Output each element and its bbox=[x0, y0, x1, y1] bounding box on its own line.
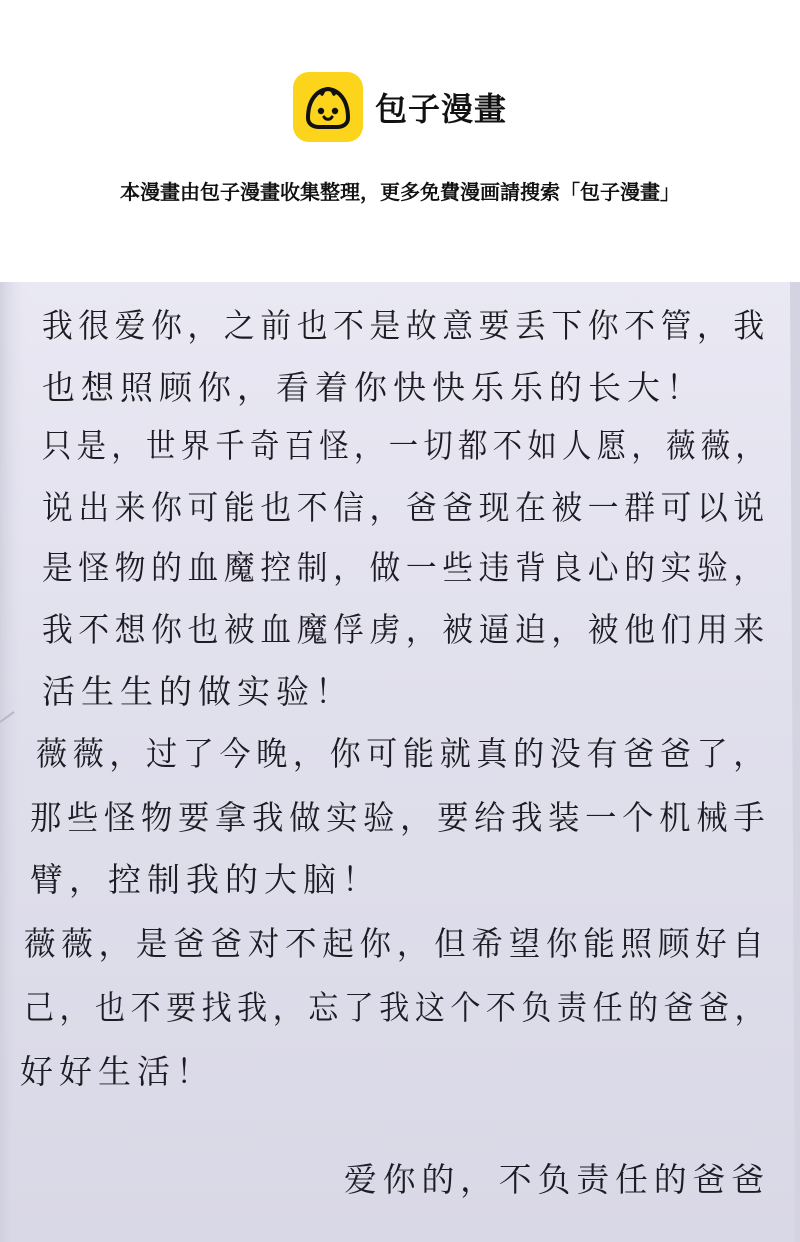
letter-line-11: 薇薇，是爸爸对不起你，但希望你能照顾好自 bbox=[24, 924, 770, 963]
letter-line-7: 活生生的做实验！ bbox=[42, 672, 354, 711]
letter-line-13: 好好生活！ bbox=[20, 1052, 215, 1091]
letter-line-2: 也想照顾你，看着你快快乐乐的长大！ bbox=[42, 368, 705, 407]
letter-line-6: 我不想你也被血魔俘虏，被逼迫，被他们用来 bbox=[42, 610, 770, 649]
brand[interactable] bbox=[293, 72, 507, 142]
letter-line-10: 臂，控制我的大脑！ bbox=[30, 860, 381, 899]
letter-line-5: 是怪物的血魔控制，做一些违背良心的实验， bbox=[42, 548, 770, 587]
handwritten-letter bbox=[0, 282, 800, 1242]
letter-line-9: 那些怪物要拿我做实验，要给我装一个机械手 bbox=[30, 798, 771, 837]
source-notice: 本漫畫由包子漫畫收集整理，更多免費漫画請搜索「包子漫畫」 bbox=[120, 180, 680, 204]
bun-face-icon bbox=[293, 72, 363, 142]
letter-line-4: 说出来你可能也不信，爸爸现在被一群可以说 bbox=[42, 488, 770, 527]
brand-name: 包子漫畫 bbox=[375, 90, 508, 128]
letter-line-3: 只是，世界千奇百怪，一切都不如人愿，薇薇， bbox=[42, 426, 771, 465]
site-header bbox=[0, 0, 800, 282]
letter-line-1: 我很爱你，之前也不是故意要丢下你不管，我 bbox=[42, 306, 770, 345]
letter-signature: 爱你的，不负责任的爸爸 bbox=[344, 1160, 770, 1199]
letter-line-12: 己，也不要找我，忘了我这个不负责任的爸爸， bbox=[24, 988, 771, 1027]
letter-line-8: 薇薇，过了今晚，你可能就真的没有爸爸了， bbox=[36, 734, 770, 773]
